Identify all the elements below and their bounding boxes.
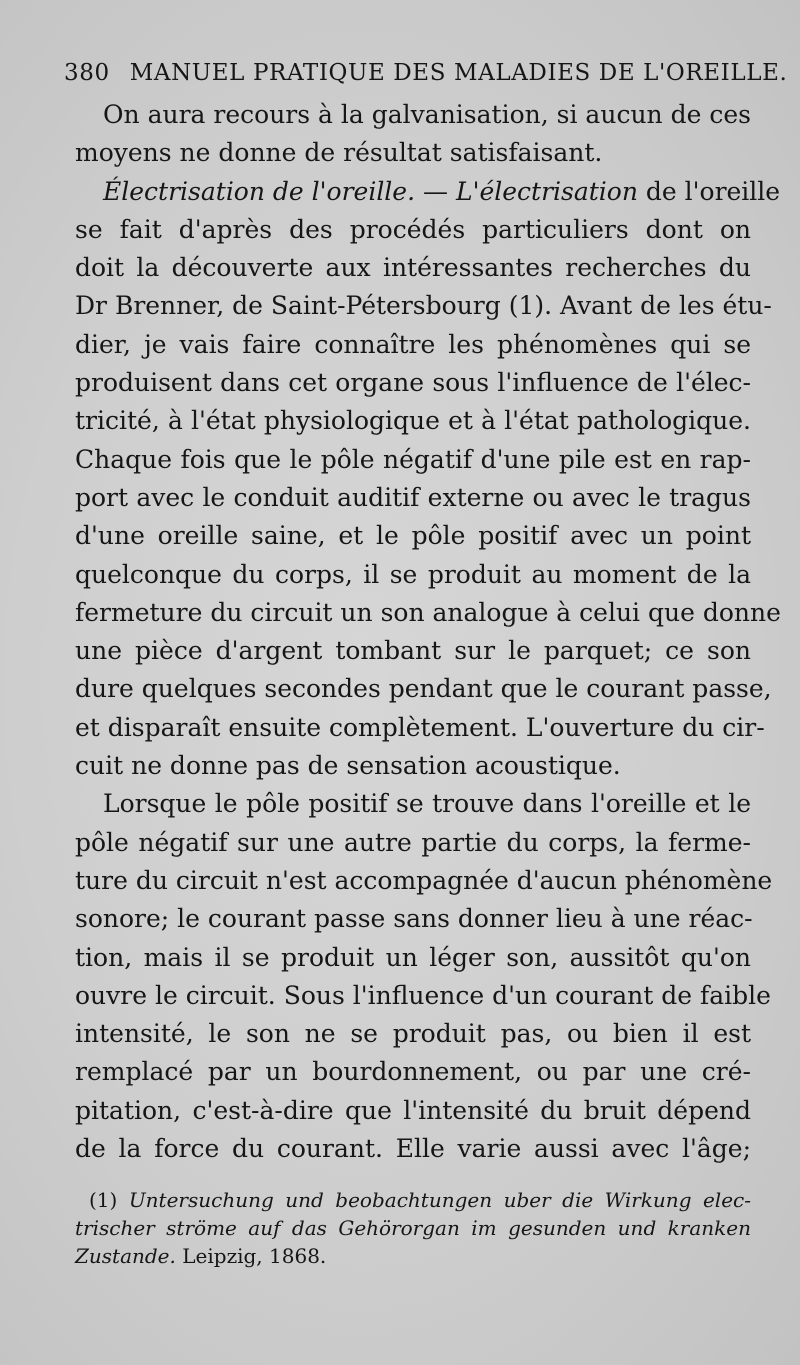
text-line: une pièce d'argent tombant sur le parquet; ce son bbox=[75, 636, 751, 666]
text-line bbox=[75, 173, 781, 211]
footnote-line bbox=[75, 1186, 751, 1214]
text-line: ture du circuit n'est accompagnée d'aucun phénomène bbox=[75, 865, 773, 895]
text-line: tion, mais il se produit un léger son, aussitôt qu'on bbox=[75, 942, 751, 972]
footnote-line bbox=[75, 1242, 751, 1270]
page-number: 380 bbox=[64, 60, 110, 86]
text-line: pôle négatif sur une autre partie du corps, la ferme- bbox=[75, 827, 751, 857]
text-run: de l'oreille bbox=[637, 176, 781, 206]
dash: — bbox=[415, 176, 456, 206]
text-line: tricité, à l'état physiologique et à l'état pathologique. bbox=[75, 406, 751, 436]
text-line: doit la découverte aux intéressantes recherches du bbox=[75, 253, 751, 283]
footnote-line bbox=[75, 1214, 751, 1242]
text-line: quelconque du corps, il se produit au moment de la bbox=[75, 559, 751, 589]
text-line: remplacé par un bourdonnement, ou par une cré- bbox=[75, 1057, 751, 1087]
text-line: Lorsque le pôle positif se trouve dans l'oreille et le bbox=[103, 789, 751, 819]
text-line: cuit ne donne pas de sensation acoustique. bbox=[75, 751, 621, 781]
text-line: moyens ne donne de résultat satisfaisant. bbox=[75, 138, 603, 168]
emphasis: L'électrisation bbox=[455, 176, 638, 206]
text-line: Dr Brenner, de Saint-Pétersbourg (1). Avant de les étu- bbox=[75, 291, 772, 321]
footnote-title: Untersuchung und beobachtungen uber die Wirkung elec- bbox=[128, 1188, 752, 1212]
footnote-title: Zustande. bbox=[75, 1244, 176, 1268]
text-line: d'une oreille saine, et le pôle positif avec un point bbox=[75, 521, 751, 551]
text-line: dure quelques secondes pendant que le courant passe, bbox=[75, 674, 772, 704]
text-line: dier, je vais faire connaître les phénomènes qui se bbox=[75, 329, 751, 359]
text-line: ouvre le circuit. Sous l'influence d'un courant de faible bbox=[75, 980, 771, 1010]
text-line: de la force du courant. Elle varie aussi avec l'âge; bbox=[75, 1134, 751, 1164]
running-title: MANUEL PRATIQUE DES MALADIES DE L'OREILLE. bbox=[129, 60, 788, 86]
text-line: intensité, le son ne se produit pas, ou bien il est bbox=[75, 1019, 751, 1049]
text-line: pitation, c'est-à-dire que l'intensité du bruit dépend bbox=[75, 1095, 751, 1125]
text-line: se fait d'après des procédés particuliers dont on bbox=[75, 214, 751, 244]
footnote-title: trischer ströme auf das Gehörorgan im gesunden und kranken bbox=[75, 1216, 751, 1240]
text-line: port avec le conduit auditif externe ou avec le tragus bbox=[75, 482, 751, 512]
footnote-imprint: Leipzig, 1868. bbox=[175, 1244, 327, 1268]
footnote-marker: (1) bbox=[89, 1188, 129, 1212]
text-line: On aura recours à la galvanisation, si aucun de ces bbox=[103, 100, 751, 129]
section-heading: Électrisation de l'oreille. bbox=[103, 176, 416, 206]
running-header bbox=[64, 60, 788, 86]
text-line: et disparaît ensuite complètement. L'ouverture du cir- bbox=[75, 712, 765, 742]
text-line: fermeture du circuit un son analogue à celui que donne bbox=[75, 597, 781, 627]
text-line: sonore; le courant passe sans donner lieu à une réac- bbox=[75, 904, 753, 934]
text-line: Chaque fois que le pôle négatif d'une pile est en rap- bbox=[75, 444, 751, 474]
text-line: produisent dans cet organe sous l'influence de l'élec- bbox=[75, 368, 751, 398]
body-text bbox=[75, 96, 781, 1168]
footnote bbox=[75, 1186, 751, 1270]
